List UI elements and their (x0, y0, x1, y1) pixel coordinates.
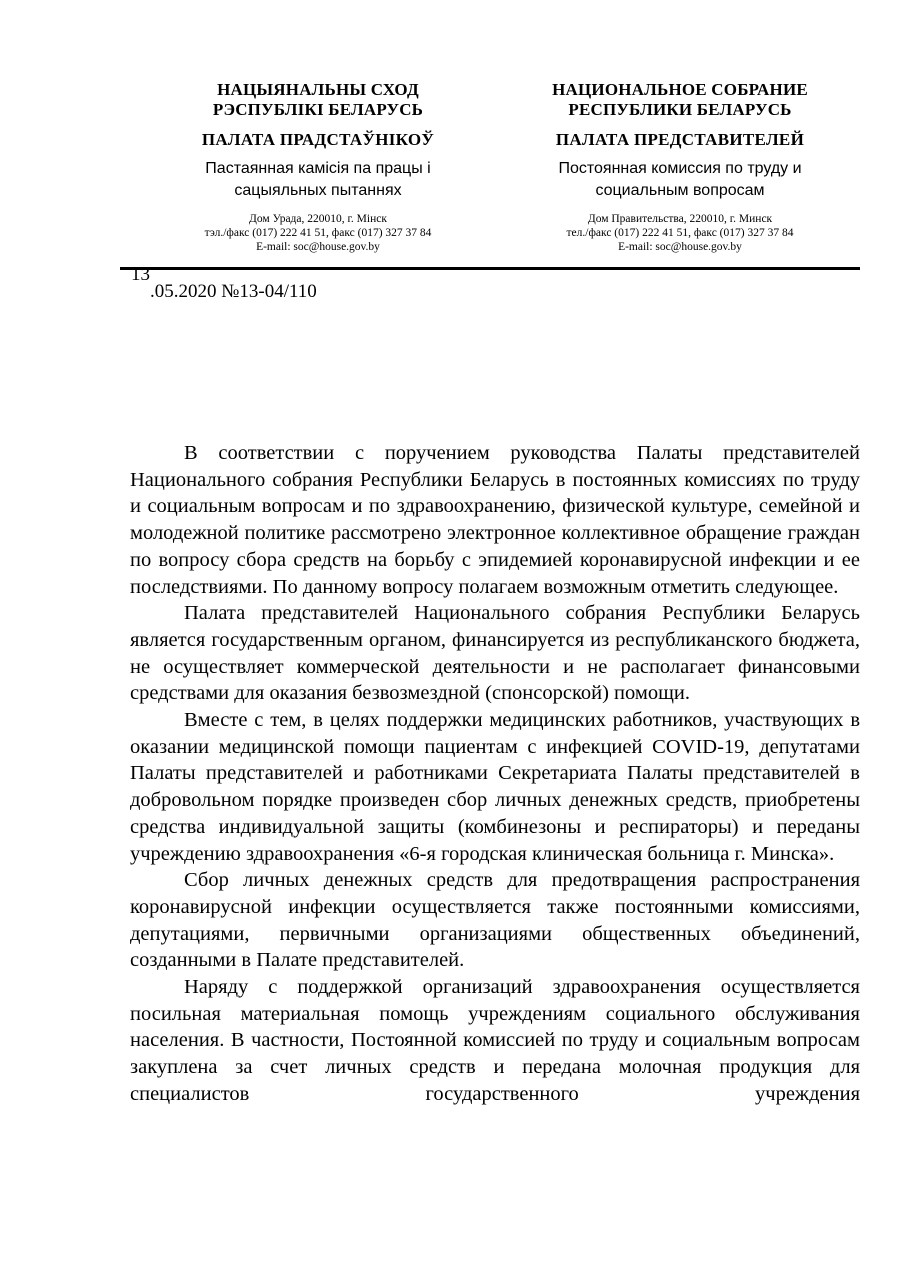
reference-day: 13 (131, 264, 150, 285)
org-name-line1: НАЦЫЯНАЛЬНЫ СХОД (217, 80, 419, 99)
org-name-line1: НАЦИОНАЛЬНОЕ СОБРАНИЕ (552, 80, 808, 99)
letterhead-russian (500, 80, 860, 254)
paragraph: Наряду с поддержкой организаций здравоохранения осуществляется посильная материальная помощь учреждениям социального обслуживания населения. В частности, Постоянной комиссией по труду и социальным вопросам закуплена за счет личных средств и передана молочная продукция для специалистов государственного учреждения (130, 976, 860, 1105)
org-name-line2: РЕСПУБЛИКИ БЕЛАРУСЬ (568, 100, 792, 119)
paragraph: Сбор личных денежных средств для предотвращения распространения коронавирусной инфекции осуществляется также постоянными комиссиями, депутациями, первичными организациями общественных объединений, созданными в Палате представителей. (130, 869, 860, 972)
commission-name-line1: Постоянная комиссия по труду и (558, 160, 802, 177)
commission-name-line2: сацыяльных пытаннях (234, 182, 402, 199)
reference-date-number: .05.2020 №13-04/110 (150, 281, 317, 302)
phone: тел./факс (017) 222 41 51, факс (017) 327 37 84 (566, 227, 794, 239)
email: E-mail: soc@house.gov.by (256, 241, 380, 253)
chamber-name: ПАЛАТА ПРЕДСТАВИТЕЛЕЙ (555, 130, 805, 149)
reference-number (131, 264, 317, 302)
phone: тэл./факс (017) 222 41 51, факс (017) 327 37 84 (204, 227, 432, 239)
address: Дом Урада, 220010, г. Мінск (249, 213, 387, 225)
commission-name-line2: социальным вопросам (595, 182, 765, 199)
letterhead-belarusian (158, 80, 478, 254)
paragraph: В соответствии с поручением руководства Палаты представителей Национального собрания Республики Беларусь в постоянных комиссиях по труду и социальным вопросам и по здравоохранению, физической культуре, семейной и молодежной политике рассмотрено электронное коллективное обращение граждан по вопросу сбора средств на борьбу с эпидемией коронавирусной инфекции и ее последствиями. По данному вопросу полагаем возможным отметить следующее. (130, 442, 860, 598)
paragraph: Палата представителей Национального собрания Республики Беларусь является государственным органом, финансируется из республиканского бюджета, не осуществляет коммерческой деятельности и не располагает финансовыми средствами для оказания безвозмездной (спонсорской) помощи. (130, 602, 860, 705)
commission-name-line1: Пастаянная камісія па працы і (205, 160, 431, 177)
letterhead-divider (120, 267, 860, 270)
letter-body (130, 440, 860, 1108)
letterhead (120, 80, 860, 262)
chamber-name: ПАЛАТА ПРАДСТАЎНІКОЎ (201, 130, 435, 149)
paragraph: Вместе с тем, в целях поддержки медицинских работников, участвующих в оказании медицинской помощи пациентам с инфекцией COVID-19, депутатами Палаты представителей и работниками Секретариата Палаты представителей в добровольном порядке произведен сбор личных денежных средств, приобретены средства индивидуальной защиты (комбинезоны и респираторы) и переданы учреждению здравоохранения «6-я городская клиническая больница г. Минска». (130, 709, 860, 865)
org-name-line2: РЭСПУБЛІКІ БЕЛАРУСЬ (212, 100, 424, 119)
address: Дом Правительства, 220010, г. Минск (587, 213, 773, 225)
email: E-mail: soc@house.gov.by (618, 241, 742, 253)
